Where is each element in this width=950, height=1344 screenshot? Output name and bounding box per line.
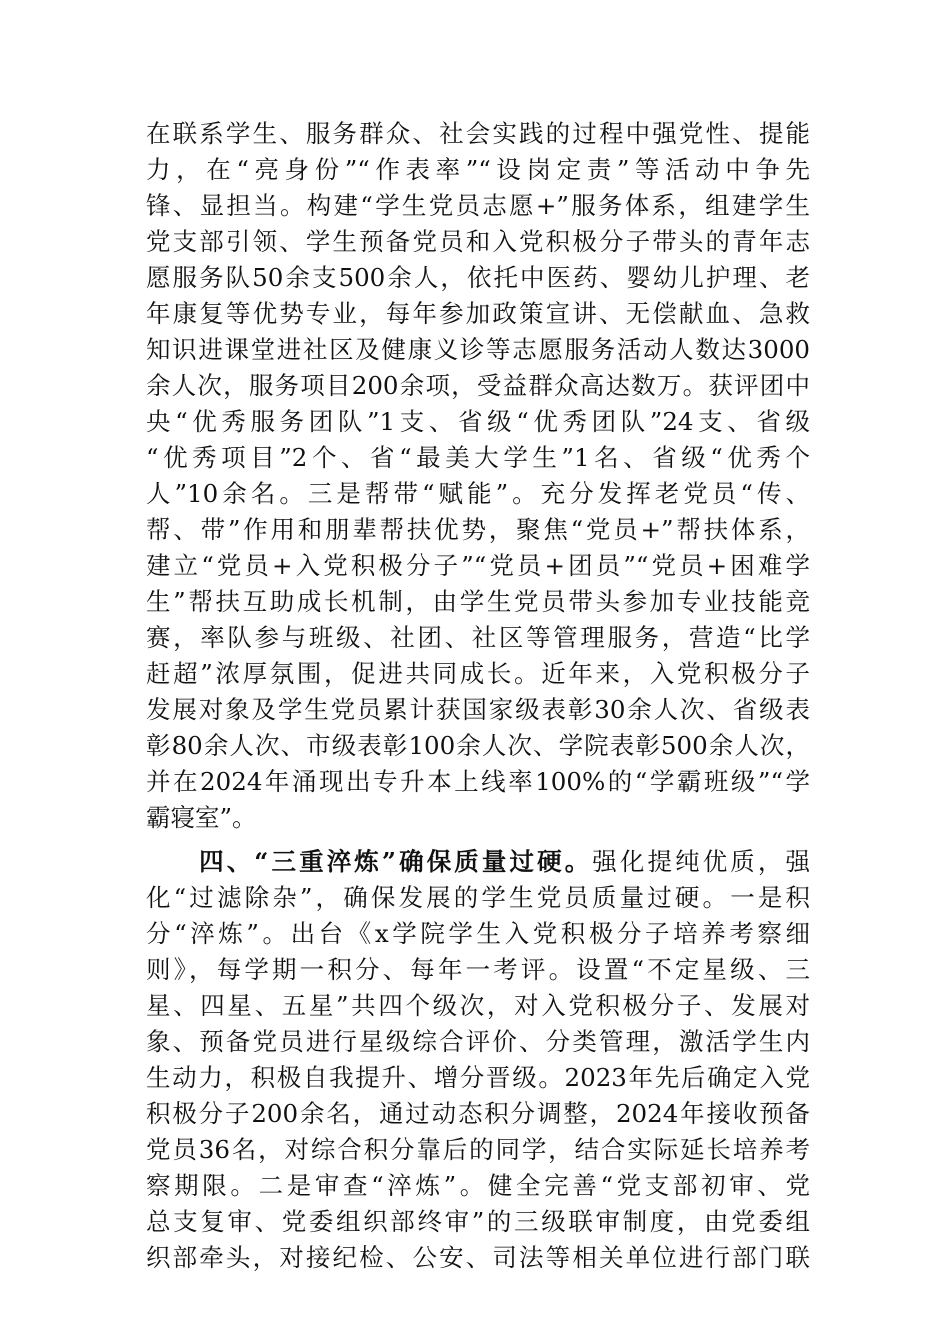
paragraph-line: 霸寝室”。 — [146, 803, 257, 832]
paragraph-line: 帮、带”作用和朋辈帮扶优势，聚焦“党员+”帮扶体系， — [146, 515, 810, 544]
paragraph-line: 人”10余名。三是帮带“赋能”。充分发挥老党员“传、 — [146, 479, 810, 508]
paragraph-line: 象、预备党员进行星级综合评价、分类管理，激活学生内 — [146, 1027, 810, 1056]
paragraph-line: 则》，每学期一积分、每年一考评。设置“不定星级、三 — [146, 955, 810, 984]
paragraph-line: 党支部引领、学生预备党员和入党积极分子带头的青年志 — [146, 227, 810, 256]
paragraph-line: 余人次，服务项目200余项，受益群众高达数万。获评团中 — [146, 371, 810, 400]
paragraph-line: 建立“党员+入党积极分子”“党员+团员”“党员+困难学 — [146, 551, 810, 580]
body-text — [146, 116, 810, 1276]
paragraph-line: 赶超”浓厚氛围，促进共同成长。近年来，入党积极分子 — [146, 659, 810, 688]
paragraph-line: 在联系学生、服务群众、社会实践的过程中强党性、提能 — [146, 119, 810, 148]
paragraph-line: 生动力，积极自我提升、增分晋级。2023年先后确定入党 — [146, 1063, 810, 1092]
paragraph-line: 并在2024年涌现出专升本上线率100%的“学霸班级”“学 — [146, 767, 810, 796]
section-heading: 四、“三重淬炼”确保质量过硬。 — [196, 847, 593, 876]
heading-line-text: 强化提纯优质，强 — [592, 847, 810, 876]
paragraph-line: 央“优秀服务团队”1支、省级“优秀团队”24支、省级 — [146, 407, 810, 436]
paragraph-line: 党员36名，对综合积分靠后的同学，结合实际延长培养考 — [146, 1135, 810, 1164]
paragraph-line: 彰80余人次、市级表彰100余人次、学院表彰500余人次， — [146, 731, 810, 760]
paragraph-line: 赛，率队参与班级、社团、社区等管理服务，营造“比学 — [146, 623, 810, 652]
paragraph-line: 星、四星、五星”共四个级次，对入党积极分子、发展对 — [146, 991, 810, 1020]
paragraph-line: 总支复审、党委组织部终审”的三级联审制度，由党委组 — [146, 1207, 810, 1236]
paragraph-line: “优秀项目”2个、省“最美大学生”1名、省级“优秀个 — [146, 443, 810, 472]
paragraph-line: 积极分子200余名，通过动态积分调整，2024年接收预备 — [146, 1099, 810, 1128]
paragraph-line: 察期限。二是审查“淬炼”。健全完善“党支部初审、党 — [146, 1171, 810, 1200]
paragraph-line: 化“过滤除杂”，确保发展的学生党员质量过硬。一是积 — [146, 883, 810, 912]
paragraph-line: 力，在“亮身份”“作表率”“设岗定责”等活动中争先 — [146, 155, 810, 184]
section-heading-line — [146, 844, 810, 880]
paragraph-1 — [146, 116, 810, 836]
paragraph-line: 年康复等优势专业，每年参加政策宣讲、无偿献血、急救 — [146, 299, 810, 328]
paragraph-line: 分“淬炼”。出台《x学院学生入党积极分子培养考察细 — [146, 919, 810, 948]
paragraph-line: 发展对象及学生党员累计获国家级表彰30余人次、省级表 — [146, 695, 810, 724]
paragraph-2 — [146, 844, 810, 1276]
paragraph-line: 知识进课堂进社区及健康义诊等志愿服务活动人数达3000 — [146, 335, 810, 364]
paragraph-line: 锋、显担当。构建“学生党员志愿+”服务体系，组建学生 — [146, 191, 810, 220]
paragraph-line: 生”帮扶互助成长机制，由学生党员带头参加专业技能竞 — [146, 587, 810, 616]
paragraph-line: 愿服务队50余支500余人，依托中医药、婴幼儿护理、老 — [146, 263, 810, 292]
paragraph-line: 织部牵头，对接纪检、公安、司法等相关单位进行部门联 — [146, 1243, 810, 1272]
